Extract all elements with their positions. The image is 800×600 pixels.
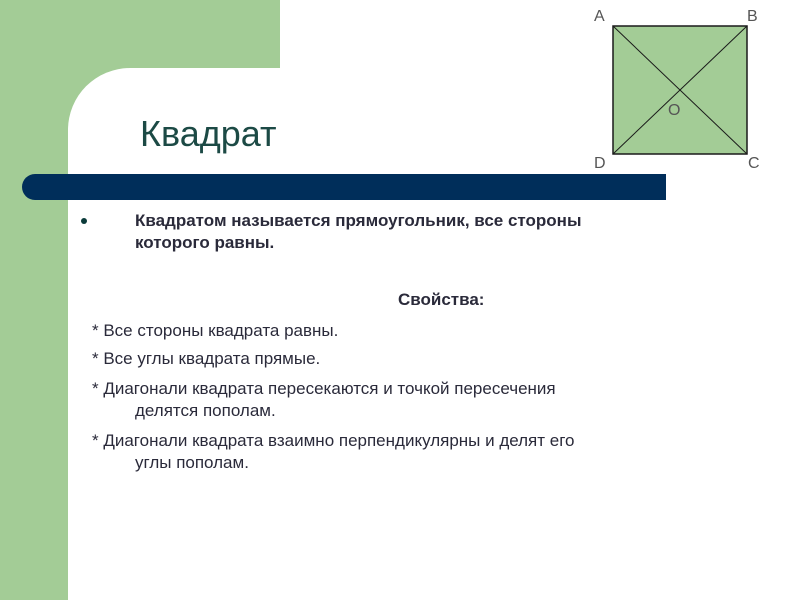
property-item-1-line-1: * Все стороны квадрата равны. [92, 321, 339, 340]
property-item-3 [92, 378, 732, 422]
bullet-dot [81, 218, 87, 224]
property-item-2 [92, 348, 732, 370]
vertex-label-c: C [748, 155, 760, 172]
property-item-4-line-2: углы пополам. [135, 453, 249, 472]
vertex-label-a: A [594, 8, 605, 25]
definition-text [135, 210, 735, 254]
property-item-1 [92, 320, 732, 342]
property-item-3-line-2: делятся пополам. [135, 401, 276, 420]
vertex-label-b: B [747, 8, 758, 25]
decor-green-left [0, 0, 68, 600]
title-underline-bar [22, 174, 666, 200]
properties-heading: Свойства: [398, 290, 485, 309]
vertex-label-d: D [594, 155, 606, 172]
property-item-4-line-1: * Диагонали квадрата взаимно перпендикулярны и делят его [92, 431, 575, 450]
definition-line-1: Квадратом называется прямоугольник, все стороны [135, 211, 582, 230]
definition-line-2: которого равны. [135, 233, 275, 252]
slide-title: Квадрат [140, 113, 277, 154]
property-item-2-line-1: * Все углы квадрата прямые. [92, 349, 321, 368]
square-diagram [588, 0, 778, 172]
property-item-3-line-1: * Диагонали квадрата пересекаются и точкой пересечения [92, 379, 556, 398]
property-item-4 [92, 430, 732, 474]
center-label-o: O [668, 102, 681, 119]
